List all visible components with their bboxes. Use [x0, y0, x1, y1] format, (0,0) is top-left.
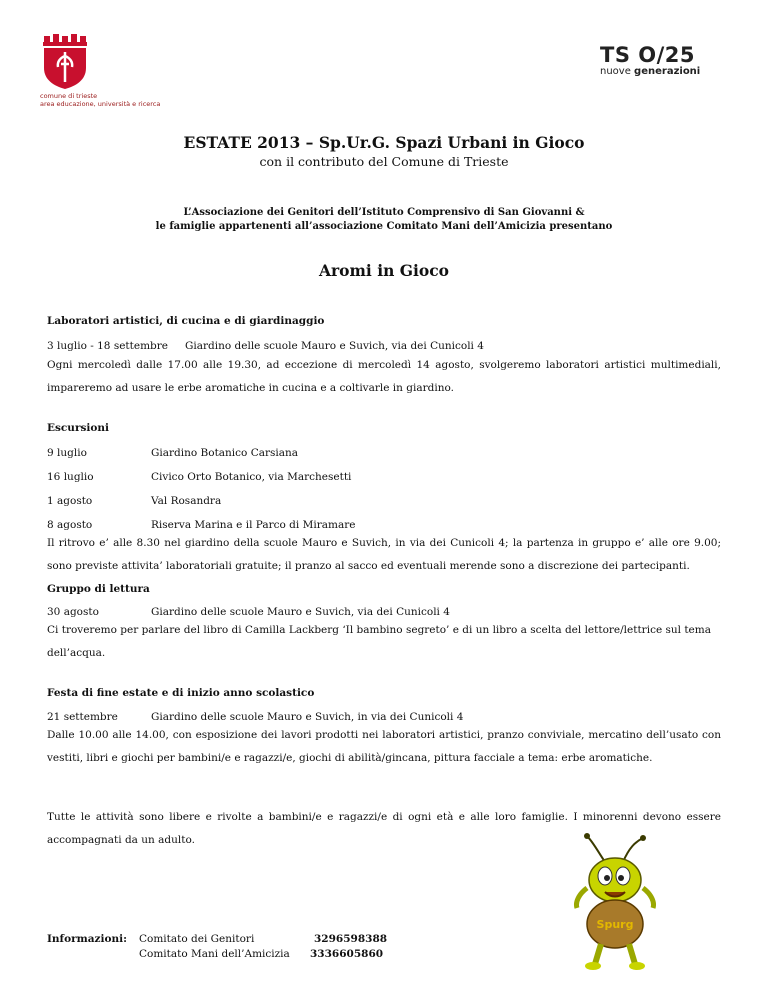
section-title-laboratori: Laboratori artistici, di cucina e di giardinaggio: [47, 315, 325, 327]
info-phone: 3296598388: [314, 933, 388, 945]
bug-mascot-icon: [565, 832, 665, 972]
mascot-label: Spurg: [596, 918, 634, 931]
info-label: Informazioni:: [47, 933, 127, 945]
laboratori-place: Giardino delle scuole Mauro e Suvich, via dei Cunicoli 4: [185, 340, 484, 352]
laboratori-date: 3 luglio - 18 settembre: [47, 340, 168, 352]
section-title-festa: Festa di fine estate e di inizio anno scolastico: [47, 687, 315, 699]
info-phone: 3336605860: [310, 948, 384, 960]
section-title-escursioni: Escursioni: [47, 422, 110, 434]
ts025-logo-subtitle: nuove generazioni: [600, 66, 701, 77]
ts025-logo: [600, 43, 720, 83]
escursioni-description: Il ritrovo e’ alle 8.30 nel giardino della scuole Mauro e Suvich, in via dei Cunicoli 4; la partenza in gruppo e’ alle ore 9.00; sono previste attivita’ laboratoriali gratuite; il pranzo al sacco ed eventuali merende sono a discrezione dei partecipanti.: [47, 537, 721, 572]
escursione-place: Val Rosandra: [151, 495, 222, 507]
festa-description: Dalle 10.00 alle 14.00, con esposizione dei lavori prodotti nei laboratori artistici, pranzo conviviale, mercatino dell’usato con vestiti, libri e giochi per bambini/e e ragazzi/e, giochi di abilità/gincana, pittura facciale a tema: erbe aromatiche.: [47, 729, 721, 764]
lettura-description: Ci troveremo per parlare del libro di Camilla Lackberg ‘Il bambino segreto’ e di un libro a scelta del lettore/lettrice sul tema dell’acqua.: [47, 624, 711, 659]
comune-area: area educazione, università e ricerca: [40, 100, 161, 108]
lettura-place: Giardino delle scuole Mauro e Suvich, via dei Cunicoli 4: [151, 606, 450, 618]
escursione-place: Civico Orto Botanico, via Marchesetti: [151, 471, 352, 483]
escursione-date: 8 agosto: [47, 519, 93, 531]
intro-line-2: le famiglie appartenenti all’associazione Comitato Mani dell’Amicizia presentano: [155, 221, 613, 232]
laboratori-description: Ogni mercoledì dalle 17.00 alle 19.30, ad eccezione di mercoledì 14 agosto, svolgeremo laboratori artistici multimediali, impareremo ad usare le erbe aromatiche in cucina e a coltivarle in giardino.: [47, 359, 721, 394]
escursione-place: Riserva Marina e il Parco di Miramare: [151, 519, 356, 531]
trieste-coat-of-arms-icon: [40, 34, 90, 90]
intro-line-1: L’Associazione dei Genitori dell’Istituto Comprensivo di San Giovanni &: [183, 207, 585, 218]
closing-note: Tutte le attività sono libere e rivolte a bambini/e e ragazzi/e di ogni età e alle loro famiglie. I minorenni devono essere accompagnati da un adulto.: [47, 811, 721, 846]
comune-name: comune di trieste: [40, 92, 98, 100]
event-title: Aromi in Gioco: [318, 261, 449, 280]
comune-trieste-logo: [40, 34, 170, 114]
festa-date: 21 settembre: [47, 711, 118, 723]
escursione-date: 1 agosto: [47, 495, 93, 507]
lettura-date: 30 agosto: [47, 606, 99, 618]
ts025-logo-text: TS O/25: [600, 43, 696, 67]
escursione-date: 16 luglio: [47, 471, 94, 483]
info-org: Comitato dei Genitori: [139, 933, 255, 945]
document-title: ESTATE 2013 – Sp.Ur.G. Spazi Urbani in Gioco: [183, 133, 585, 152]
document-subtitle: con il contributo del Comune di Trieste: [259, 154, 509, 169]
festa-place: Giardino delle scuole Mauro e Suvich, in via dei Cunicoli 4: [151, 711, 464, 723]
escursione-date: 9 luglio: [47, 447, 87, 459]
section-title-lettura: Gruppo di lettura: [47, 583, 150, 595]
escursione-place: Giardino Botanico Carsiana: [151, 447, 299, 459]
info-org: Comitato Mani dell’Amicizia: [139, 948, 290, 960]
